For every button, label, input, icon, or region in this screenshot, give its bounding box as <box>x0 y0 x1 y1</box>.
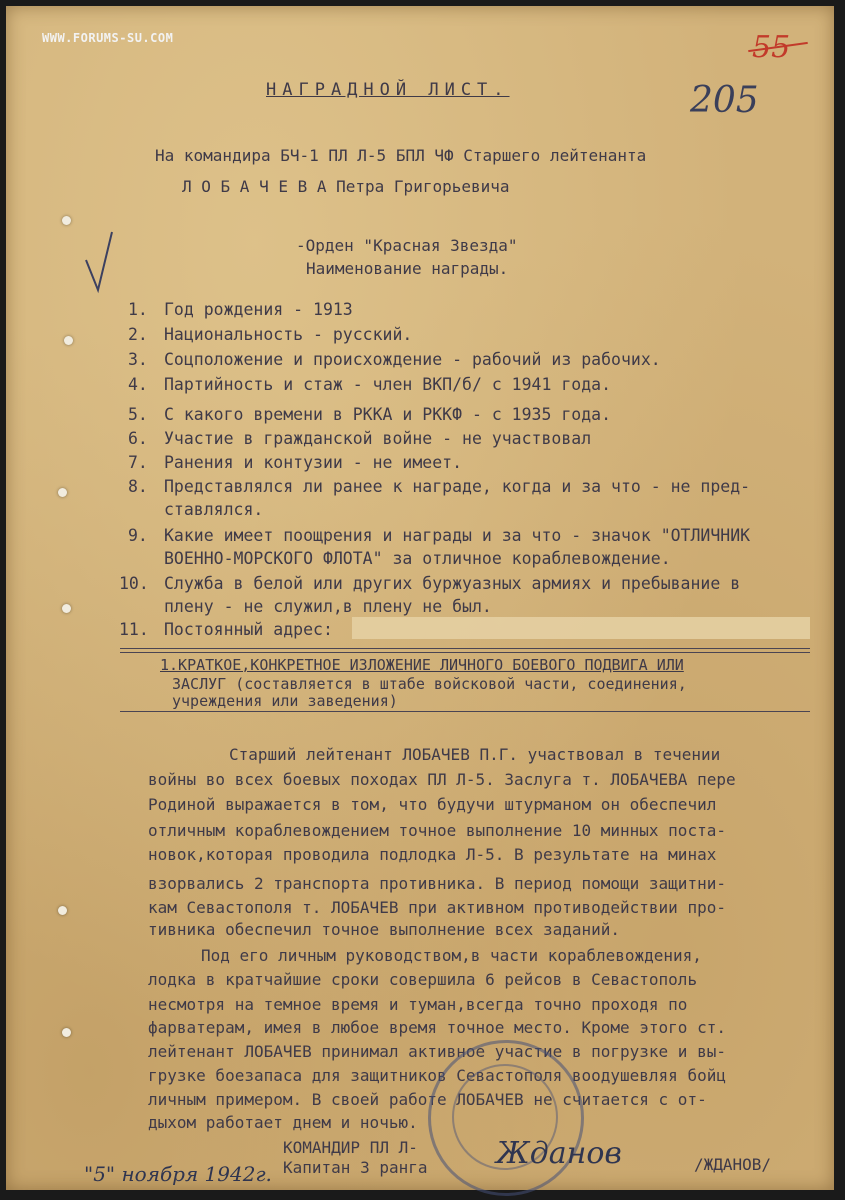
check-mark-icon <box>84 230 114 294</box>
item-text: Партийность и стаж - член ВКП/б/ с 1941 года. <box>164 375 612 394</box>
redacted-address <box>352 617 810 639</box>
body-line: новок,которая проводила подлодка Л-5. В результате на минах <box>148 845 717 864</box>
item-number: 9. <box>128 526 148 545</box>
header-line1: На командира БЧ-1 ПЛ Л-5 БПЛ ЧФ Старшего лейтенанта <box>155 146 647 165</box>
separator-line <box>120 648 810 649</box>
body-line: тивника обеспечил точное выполнение всех заданий. <box>148 920 621 939</box>
punch-hole <box>58 488 67 497</box>
body-line: лодка в кратчайшие сроки совершила 6 рейсов в Севастополь <box>148 970 698 989</box>
corner-number: 205 <box>690 80 759 121</box>
award-caption: Наименование награды. <box>306 259 509 278</box>
body-line: кам Севастополя т. ЛОБАЧЕВ при активном противодействии про- <box>148 898 726 917</box>
signature-rank: Капитан 3 ранга <box>283 1158 428 1177</box>
body-line: Родиной выражается в том, что будучи штурманом он обеспечил <box>148 795 717 814</box>
item-text: Национальность - русский. <box>164 325 413 344</box>
item-number: 1. <box>128 300 148 319</box>
item-number: 11. <box>119 620 149 639</box>
body-line: взорвались 2 транспорта противника. В период помощи защитни- <box>148 874 726 893</box>
item-text: плену - не служил,в плену не был. <box>164 597 492 616</box>
body-line: отличным кораблевождением точное выполнение 10 минных поста- <box>148 821 726 840</box>
item-text: ВОЕННО-МОРСКОГО ФЛОТА" за отличное кораблевождение. <box>164 549 671 568</box>
punch-hole <box>58 906 67 915</box>
body-line: дыхом работает днем и ночью. <box>148 1113 418 1132</box>
item-text: Какие имеет поощрения и награды и за что - значок "ОТЛИЧНИК <box>164 526 751 545</box>
item-text: ставлялся. <box>164 500 264 519</box>
handwritten-date: "5" ноября 1942г. <box>84 1162 272 1186</box>
item-text: Ранения и контузии - не имеет. <box>164 453 463 472</box>
separator-line <box>120 652 810 653</box>
item-text: Соцположение и происхождение - рабочий из рабочих. <box>164 350 661 369</box>
section-heading-line1: 1.КРАТКОЕ,КОНКРЕТНОЕ ИЗЛОЖЕНИЕ ЛИЧНОГО БОЕВОГО ПОДВИГА ИЛИ <box>160 656 684 674</box>
body-line: лейтенант ЛОБАЧЕВ принимал активное участие в погрузке и вы- <box>148 1042 726 1061</box>
handwritten-signature: Жданов <box>496 1136 622 1171</box>
watermark: WWW.FORUMS-SU.COM <box>42 31 174 45</box>
item-text: С какого времени в РККА и РККФ - с 1935 года. <box>164 405 612 424</box>
award-name: -Орден "Красная Звезда" <box>296 236 518 255</box>
item-number: 2. <box>128 325 148 344</box>
section-heading-line2: ЗАСЛУГ (составляется в штабе войсковой части, соединения, <box>172 675 687 693</box>
punch-hole <box>62 1028 71 1037</box>
punch-hole <box>62 604 71 613</box>
item-text: Постоянный адрес: <box>164 620 333 639</box>
body-line: грузке боезапаса для защитников Севастополя воодушевляя бойц <box>148 1066 726 1085</box>
item-text: Участие в гражданской войне - не участвовал <box>164 429 592 448</box>
body-line: фарватерам, имея в любое время точное место. Кроме этого ст. <box>148 1018 726 1037</box>
body-line: личным примером. В своей работе ЛОБАЧЕВ не считается с от- <box>148 1090 707 1109</box>
header-line2: Л О Б А Ч Е В А Петра Григорьевича <box>182 177 510 196</box>
body-line: войны во всех боевых походах ПЛ Л-5. Заслуга т. ЛОБАЧЕВА пере <box>148 770 736 789</box>
corner-number-struck: 55 <box>752 30 791 65</box>
body-line: Старший лейтенант ЛОБАЧЕВ П.Г. участвовал в течении <box>229 745 721 764</box>
body-line: несмотря на темное время и туман,всегда точно проходя по <box>148 995 688 1014</box>
body-line: Под его личным руководством,в части кораблевождения, <box>201 946 702 965</box>
item-number: 7. <box>128 453 148 472</box>
item-text: Служба в белой или других буржуазных армиях и пребывание в <box>164 574 741 593</box>
item-number: 8. <box>128 477 148 496</box>
signatory-name: /ЖДАНОВ/ <box>694 1155 772 1174</box>
item-number: 5. <box>128 405 148 424</box>
separator-line <box>120 711 810 712</box>
item-number: 10. <box>119 574 149 593</box>
page-title: НАГРАДНОЙ ЛИСТ. <box>266 80 510 100</box>
signature-title: КОМАНДИР ПЛ Л- <box>283 1138 418 1157</box>
section-heading-line3: учреждения или заведения) <box>172 692 398 710</box>
item-text: Год рождения - 1913 <box>164 300 353 319</box>
punch-hole <box>62 216 71 225</box>
item-text: Представлялся ли ранее к награде, когда и за что - не пред- <box>164 477 751 496</box>
item-number: 3. <box>128 350 148 369</box>
item-number: 4. <box>128 375 148 394</box>
punch-hole <box>64 336 73 345</box>
item-number: 6. <box>128 429 148 448</box>
